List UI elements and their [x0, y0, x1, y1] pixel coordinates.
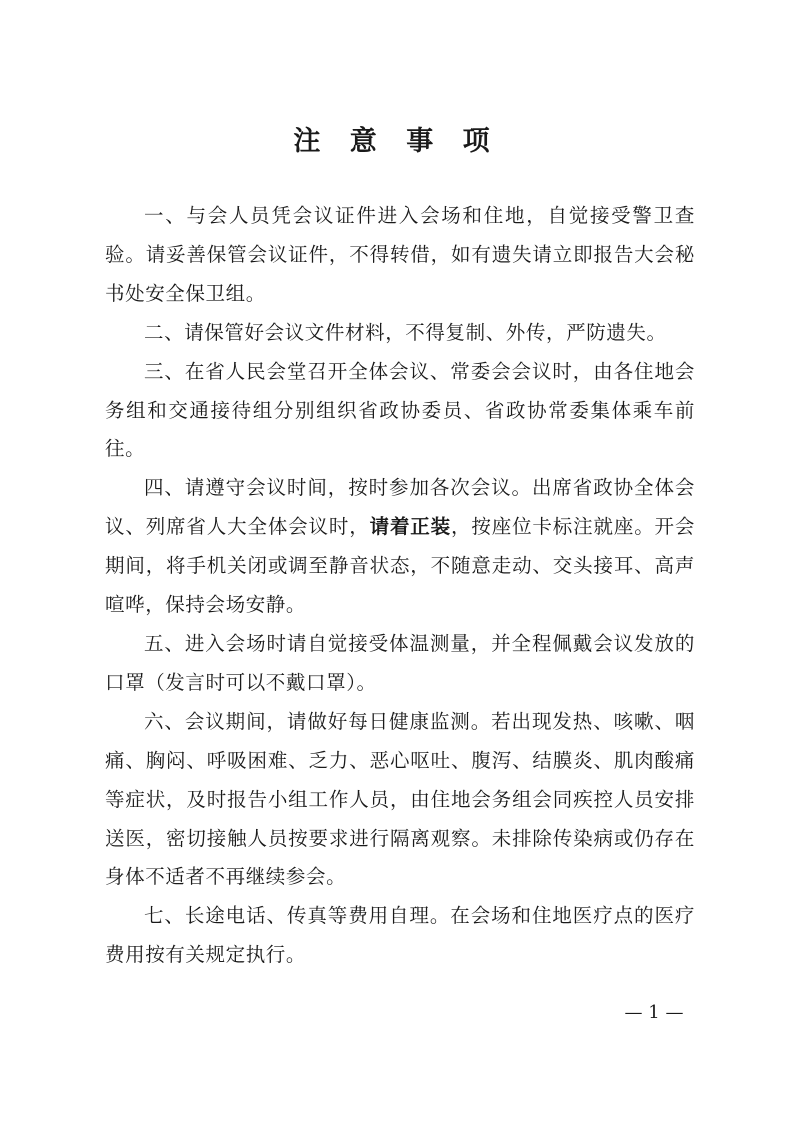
paragraph-2: 二、请保管好会议文件材料，不得复制、外传，严防遗失。 — [144, 320, 667, 344]
paragraph-4-text-before: 四、请遵守会议时间，按时参加各次会议。出席省政协全体会议、列席省人大全体会议时， — [105, 476, 695, 539]
paragraph-5: 五、进入会场时请自觉接受体温测量，并全程佩戴会议发放的口罩（发言时可以不戴口罩）。 — [105, 631, 695, 694]
page-number: — 1 — — [624, 1002, 684, 1023]
paragraph-4-text-after: ，按座位卡标注就座。开会期间，将手机关闭或调至静音状态，不随意走动、交头接耳、高声喧哗，保持会场安静。 — [105, 515, 695, 617]
paragraph-3: 三、在省人民会堂召开全体会议、常委会会议时，由各住地会务组和交通接待组分别组织省政协委员、省政协常委集体乘车前往。 — [105, 359, 695, 461]
paragraph-4-bold-text: 请着正装 — [369, 515, 452, 539]
paragraph-4 — [105, 469, 695, 625]
document-title: 注 意 事 项 — [293, 126, 500, 157]
paragraph-1: 一、与会人员凭会议证件进入会场和住地，自觉接受警卫查验。请妥善保管会议证件，不得转借，如有遗失请立即报告大会秘书处安全保卫组。 — [105, 204, 695, 305]
paragraph-6: 六、会议期间，请做好每日健康监测。若出现发热、咳嗽、咽痛、胸闷、呼吸困难、乏力、恶心呕吐、腹泻、结膜炎、肌肉酸痛等症状，及时报告小组工作人员，由住地会务组会同疾控人员安排送医，密切接触人员按要求进行隔离观察。未排除传染病或仍存在身体不适者不再继续参会。 — [105, 709, 695, 889]
document-body — [105, 197, 695, 975]
paragraph-7: 七、长途电话、传真等费用自理。在会场和住地医疗点的医疗费用按有关规定执行。 — [105, 904, 695, 967]
